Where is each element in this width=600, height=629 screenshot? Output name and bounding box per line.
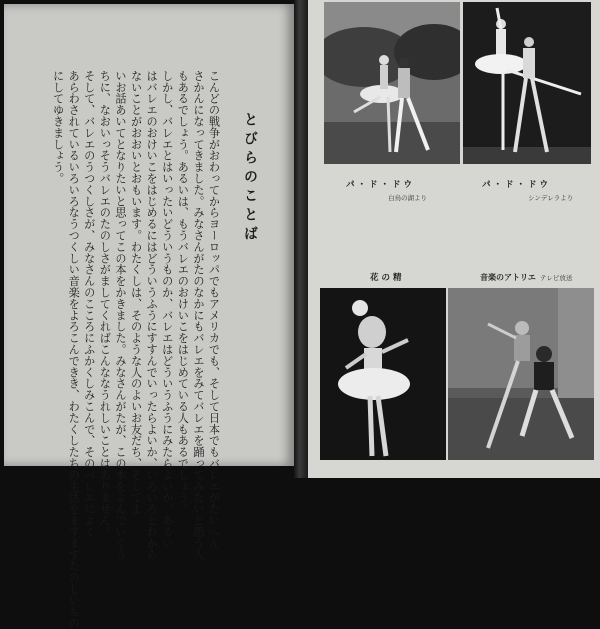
photo-caption: パ・ド・ドウ [346,180,416,190]
body-line: ちに、なおいっそうバレエのたのしさがましてくればこんななうれしいことはありません。 [98,70,112,538]
page-title: とびらのことば [242,112,258,245]
body-line: ないことがおおいとおもいます。わたくしは、そのような人のよいお友だち、そしてよ [129,70,143,515]
body-line: しかし、バレエとはいったいどういうものか、バレエはどういうふうにみたらよいか、あるい [160,70,174,549]
book-gutter [294,0,308,478]
photo-subcaption: シンデレラより [528,194,574,202]
body-line: はバレエのおけいこをはじめるにはどういうふうにすすんでいったらよいか、いろいろとわから [145,70,159,561]
music-atelier-photo [448,288,594,460]
pas-de-deux-swan-lake-photo [324,2,460,164]
body-text [50,70,222,629]
body-line: こんどの戦争がおわってからヨーロッパでもアメリカでも、そして日本でもバレエがたいへん [207,70,221,549]
body-line: あらわされているいろいろなうつくしい音楽をよろこんできき、わたくしたちの生活をますますたのしいもの [67,70,81,629]
body-line: いお話あいてとなりたいと思ってこの本をかきました。みなさんがたが、この本をよんでいくう [113,70,127,561]
body-line: そして、バレエのうつくしさが、みなさんのこころにふかくしみこんで、そのバレエによく [82,70,96,538]
photo-caption: パ・ド・ドウ [482,180,552,190]
body-line: もあるでしょう。あるいは、もうバレエのおけいこをはじめている人もあるでしょう。 [176,70,190,515]
photo-subcaption: 白鳥の湖より [388,194,427,202]
body-line: にしてゆきましょう。 [51,70,65,184]
left-page [4,4,294,629]
flower-spirit-photo [320,288,446,460]
pas-de-deux-cinderella-photo [463,2,591,164]
photo-caption: 音楽のアトリエ [480,272,536,282]
photo-subcaption: テレビ放送 [540,274,573,282]
body-line: さかんになってきました。みなさんがたのなかにもバレエをみてバレエを踊ってみたいと思う人 [191,70,205,561]
photo-caption: 花の精 [370,273,405,283]
